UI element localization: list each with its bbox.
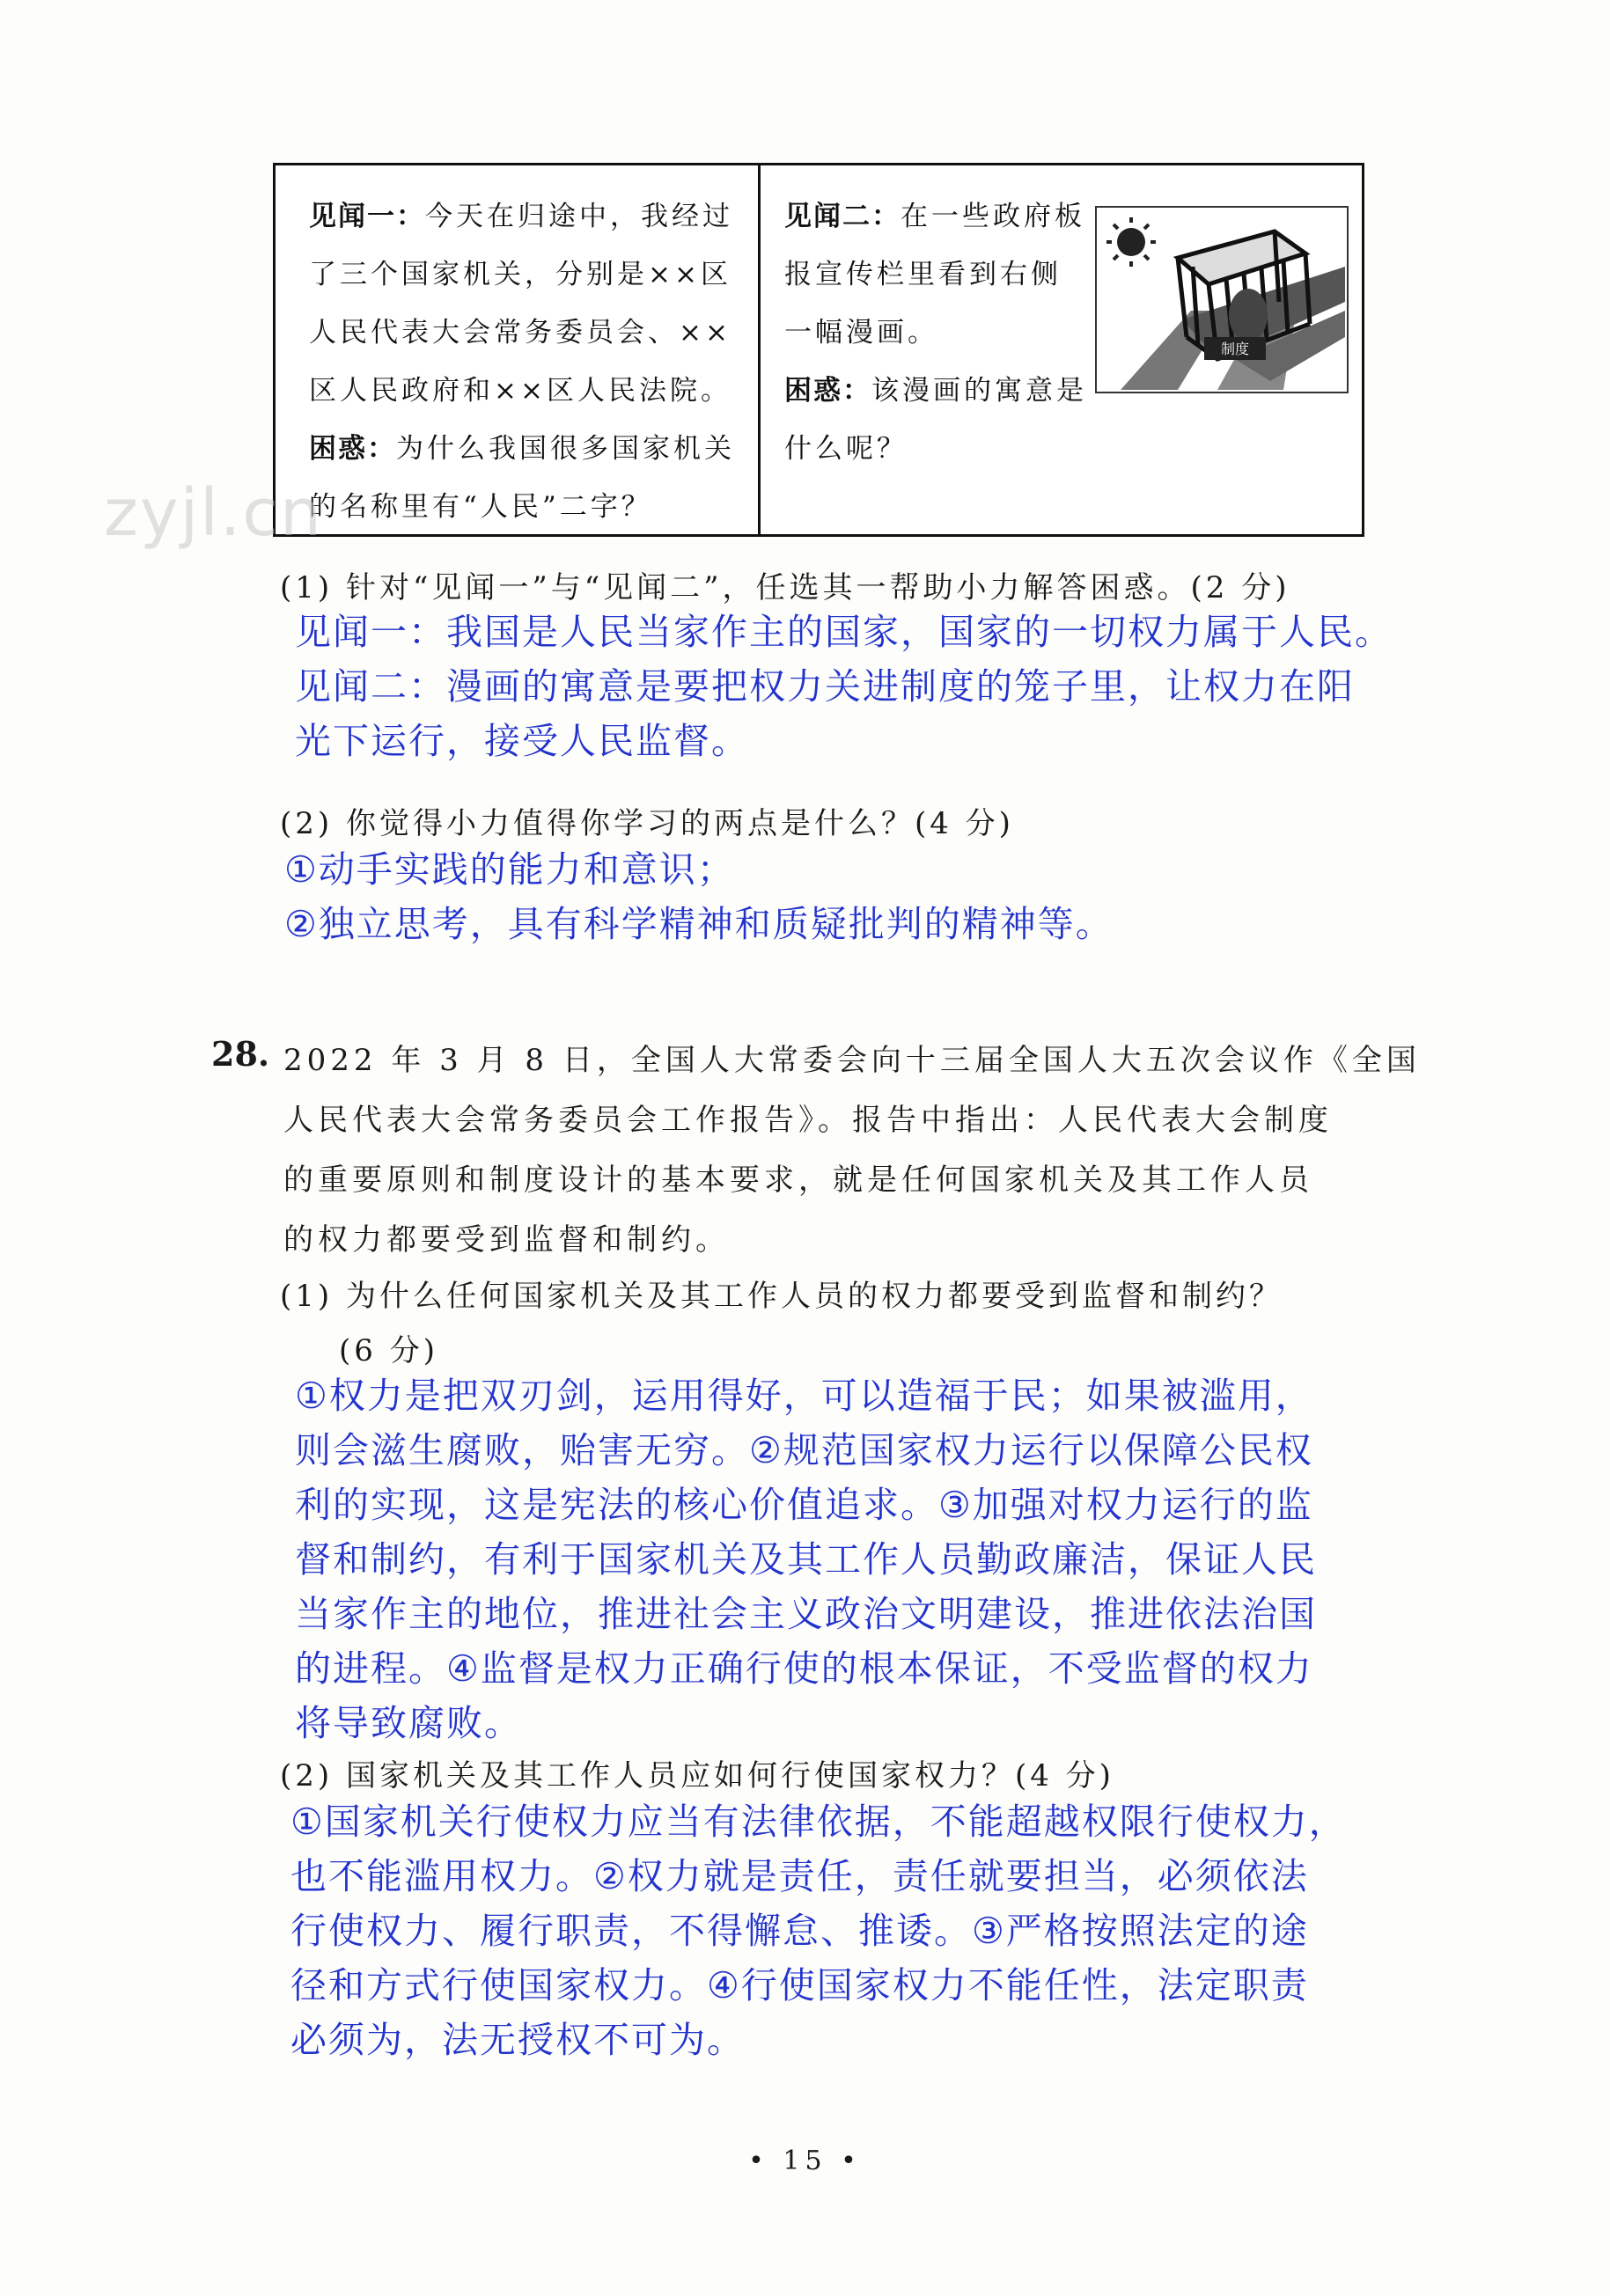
panel-1-line: 了三个国家机关，分别是××区	[309, 259, 731, 290]
question-1-prompt: (1) 针对“见闻一”与“见闻二”，任选其一帮助小力解答困惑。(2 分)	[280, 570, 1290, 605]
question-28-stem-line: 的权力都要受到监督和制约。	[283, 1222, 730, 1258]
panel-jianwen-2	[784, 187, 1097, 478]
panel-2-line: 一幅漫画。	[784, 317, 938, 348]
answer-line: 光下运行，接受人民监督。	[295, 720, 749, 762]
panel-jianwen-1	[309, 187, 740, 536]
question-28-2-prompt: (2) 国家机关及其工作人员应如何行使国家权力？(4 分)	[280, 1758, 1114, 1794]
answer-line: 则会滋生腐败，贻害无穷。②规范国家权力运行以保障公民权	[295, 1429, 1313, 1471]
question-28-stem-line: 人民代表大会常务委员会工作报告》。报告中指出：人民代表大会制度	[283, 1103, 1333, 1138]
question-28-1-prompt: (1) 为什么任何国家机关及其工作人员的权力都要受到监督和制约？	[280, 1279, 1283, 1314]
panel-2-question-line: 什么呢？	[784, 433, 908, 465]
panel-2-question-title: 困惑：	[784, 375, 871, 407]
answer-line: 的进程。④监督是权力正确行使的根本保证，不受监督的权力	[295, 1647, 1313, 1690]
answer-line: 见闻一：我国是人民当家作主的国家，国家的一切权力属于人民。	[295, 611, 1393, 653]
cartoon-label: 制度	[1220, 341, 1250, 357]
panel-2-line: 报宣传栏里看到右侧	[784, 259, 1062, 290]
answer-line: ②独立思考，具有科学精神和质疑批判的精神等。	[284, 903, 1114, 945]
panel-1-question-line: 为什么我国很多国家机关	[396, 433, 735, 465]
panel-1-line: 区人民政府和××区人民法院。	[309, 375, 731, 407]
page-number: • 15 •	[748, 2146, 862, 2176]
question-2-prompt: (2) 你觉得小力值得你学习的两点是什么？(4 分)	[280, 806, 1014, 841]
answer-line: 当家作主的地位，推进社会主义政治文明建设，推进依法治国	[295, 1593, 1317, 1635]
panel-2-title: 见闻二：	[784, 201, 901, 232]
panel-2-question-line: 该漫画的寓意是	[871, 375, 1087, 407]
panel-1-line: 今天在归途中，我经过	[425, 201, 733, 232]
panel-2-line: 在一些政府板	[901, 201, 1085, 232]
news-box	[273, 163, 1364, 537]
panel-1-question-title: 困惑：	[309, 433, 396, 465]
question-28-1-points: (6 分)	[339, 1333, 438, 1368]
panel-1-line: 人民代表大会常务委员会、××	[309, 317, 731, 348]
cage-cartoon-image	[1094, 205, 1349, 394]
panel-1-question-line: 的名称里有“人民”二字？	[309, 491, 652, 523]
panel-1-title: 见闻一：	[309, 201, 425, 232]
answer-line: 也不能滥用权力。②权力就是责任，责任就要担当，必须依法	[290, 1855, 1309, 1897]
question-28-stem-line: 的重要原则和制度设计的基本要求，就是任何国家机关及其工作人员	[283, 1163, 1313, 1198]
question-28-number: 28.	[211, 1034, 270, 1074]
answer-line: 见闻二：漫画的寓意是要把权力关进制度的笼子里，让权力在阳	[295, 665, 1355, 708]
answer-line: 行使权力、履行职责，不得懈怠、推诿。③严格按照法定的途	[290, 1910, 1309, 1952]
answer-line: 将导致腐败。	[295, 1702, 522, 1744]
watermark: zyjl.cn	[104, 475, 323, 551]
answer-line: ①权力是把双刃剑，运用得好，可以造福于民；如果被滥用，	[295, 1375, 1313, 1417]
box-divider	[758, 165, 761, 534]
answer-line: 必须为，法无授权不可为。	[290, 2019, 745, 2061]
answer-line: 利的实现，这是宪法的核心价值追求。③加强对权力运行的监	[295, 1484, 1313, 1526]
answer-line: ①国家机关行使权力应当有法律依据，不能超越权限行使权力，	[290, 1801, 1347, 1843]
question-28-stem-line: 2022 年 3 月 8 日，全国人大常委会向十三届全国人大五次会议作《全国	[283, 1043, 1421, 1078]
answer-line: 督和制约，有利于国家机关及其工作人员勤政廉洁，保证人民	[295, 1538, 1317, 1581]
answer-line: 径和方式行使国家权力。④行使国家权力不能任性，法定职责	[290, 1964, 1309, 2006]
answer-line: ①动手实践的能力和意识；	[284, 848, 735, 891]
